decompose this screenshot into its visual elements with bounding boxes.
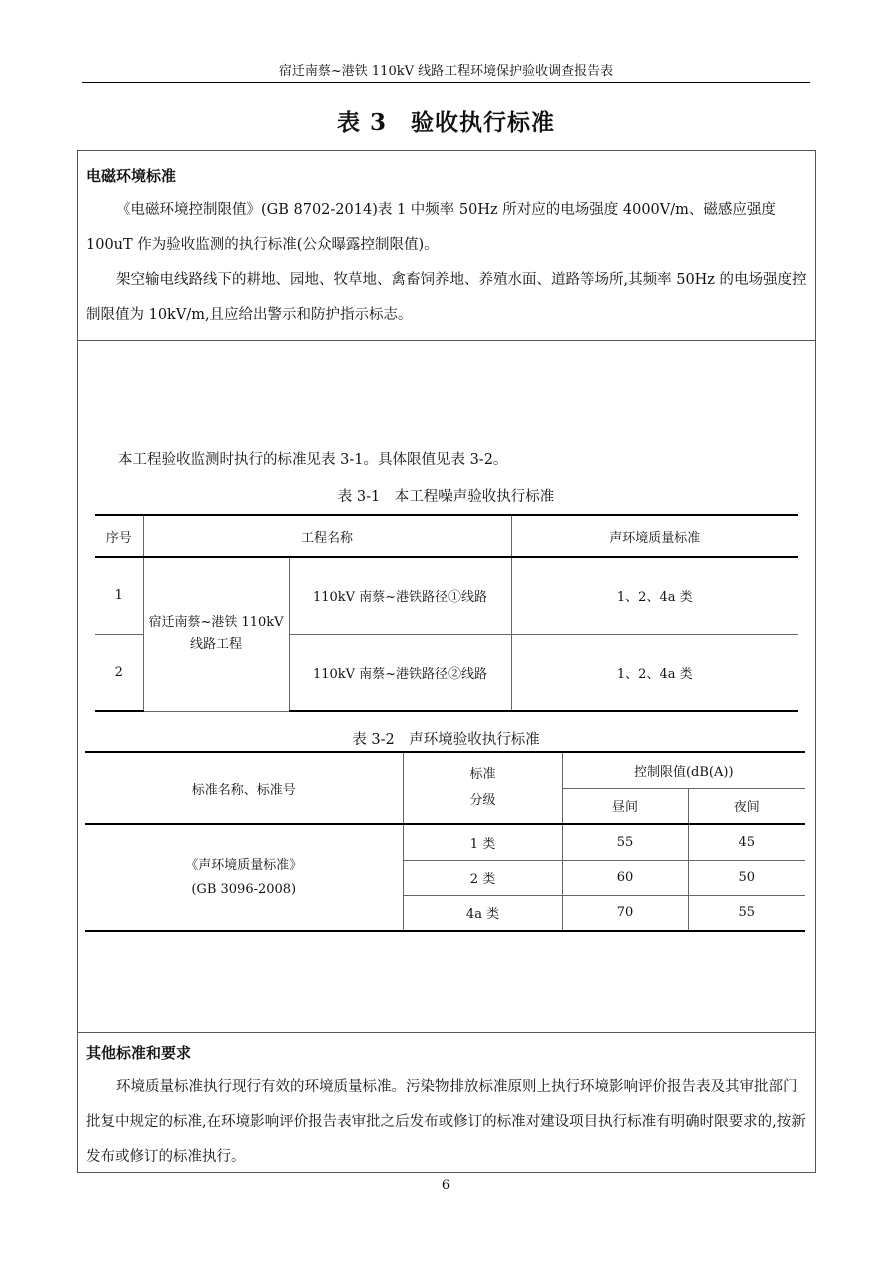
cell-night: 55 bbox=[688, 895, 805, 931]
cell-standard: 1、2、4a 类 bbox=[511, 557, 798, 634]
cell-night: 45 bbox=[688, 824, 805, 860]
standard-code: (GB 3096-2008) bbox=[191, 881, 297, 897]
table-3-1 bbox=[95, 514, 798, 712]
cell-no: 1 bbox=[95, 557, 143, 634]
page-number: 6 bbox=[441, 1178, 451, 1193]
col-header-night: 夜间 bbox=[688, 788, 805, 824]
col-header-project: 工程名称 bbox=[143, 515, 511, 557]
standard-title: 《声环境质量标准》 bbox=[185, 857, 303, 873]
page-title: 表 3 验收执行标准 bbox=[336, 109, 555, 136]
page-header: 宿迁南蔡~港铁 110kV 线路工程环境保护验收调查报告表 bbox=[278, 64, 614, 79]
cell-standard: 1、2、4a 类 bbox=[511, 634, 798, 711]
section-heading-em: 电磁环境标准 bbox=[86, 167, 177, 185]
col-header-standard: 声环境质量标准 bbox=[511, 515, 798, 557]
col-header-standard-name: 标准名称、标准号 bbox=[85, 752, 403, 824]
col-header-grade bbox=[403, 752, 562, 824]
em-paragraph-2-text: 架空输电线路线下的耕地、园地、牧草地、禽畜饲养地、养殖水面、道路等场所,其频率 50Hz 的电场强度控制限值为 10kV/m,且应给出警示和防护指示标志。 bbox=[86, 272, 807, 323]
cell-day: 60 bbox=[562, 860, 688, 895]
col-header-limit: 控制限值(dB(A)) bbox=[562, 752, 805, 788]
col-header-grade-line1: 标准 bbox=[469, 767, 496, 782]
section-heading-other: 其他标准和要求 bbox=[86, 1044, 192, 1062]
cell-day: 70 bbox=[562, 895, 688, 931]
em-paragraph-2 bbox=[86, 263, 808, 333]
noise-intro: 本工程验收监测时执行的标准见表 3-1。具体限值见表 3-2。 bbox=[118, 452, 508, 468]
table-row bbox=[95, 557, 798, 634]
cell-grade: 1 类 bbox=[403, 824, 562, 860]
cell-night: 50 bbox=[688, 860, 805, 895]
section-divider bbox=[77, 1032, 816, 1033]
cell-line: 110kV 南蔡~港铁路径②线路 bbox=[289, 634, 511, 711]
em-paragraph-1 bbox=[86, 193, 808, 263]
header-rule bbox=[82, 82, 810, 83]
cell-no: 2 bbox=[95, 634, 143, 711]
other-paragraph-text: 环境质量标准执行现行有效的环境质量标准。污染物排放标准原则上执行环境影响评价报告表及其审批部门批复中规定的标准,在环境影响评价报告表审批之后发布或修订的标准对建设项目执行标准有明确时限要求的,按新发布或修订的标准执行。 bbox=[86, 1079, 806, 1165]
table-row bbox=[85, 824, 805, 860]
other-paragraph bbox=[86, 1070, 808, 1175]
cell-grade: 4a 类 bbox=[403, 895, 562, 931]
cell-line: 110kV 南蔡~港铁路径①线路 bbox=[289, 557, 511, 634]
cell-grade: 2 类 bbox=[403, 860, 562, 895]
col-header-no: 序号 bbox=[95, 515, 143, 557]
table-3-2-caption: 表 3-2 声环境验收执行标准 bbox=[352, 732, 540, 748]
col-header-day: 昼间 bbox=[562, 788, 688, 824]
cell-project: 宿迁南蔡~港铁 110kV 线路工程 bbox=[143, 557, 289, 711]
cell-day: 55 bbox=[562, 824, 688, 860]
cell-standard-name bbox=[85, 824, 403, 931]
section-divider bbox=[77, 340, 816, 341]
table-3-2 bbox=[85, 751, 805, 932]
table-3-1-caption: 表 3-1 本工程噪声验收执行标准 bbox=[337, 489, 555, 505]
col-header-grade-line2: 分级 bbox=[469, 793, 496, 808]
em-paragraph-1-text: 《电磁环境控制限值》(GB 8702-2014)表 1 中频率 50Hz 所对应的电场强度 4000V/m、磁感应强度 100uT 作为验收监测的执行标准(公众曝露控制限值)。 bbox=[86, 202, 776, 253]
